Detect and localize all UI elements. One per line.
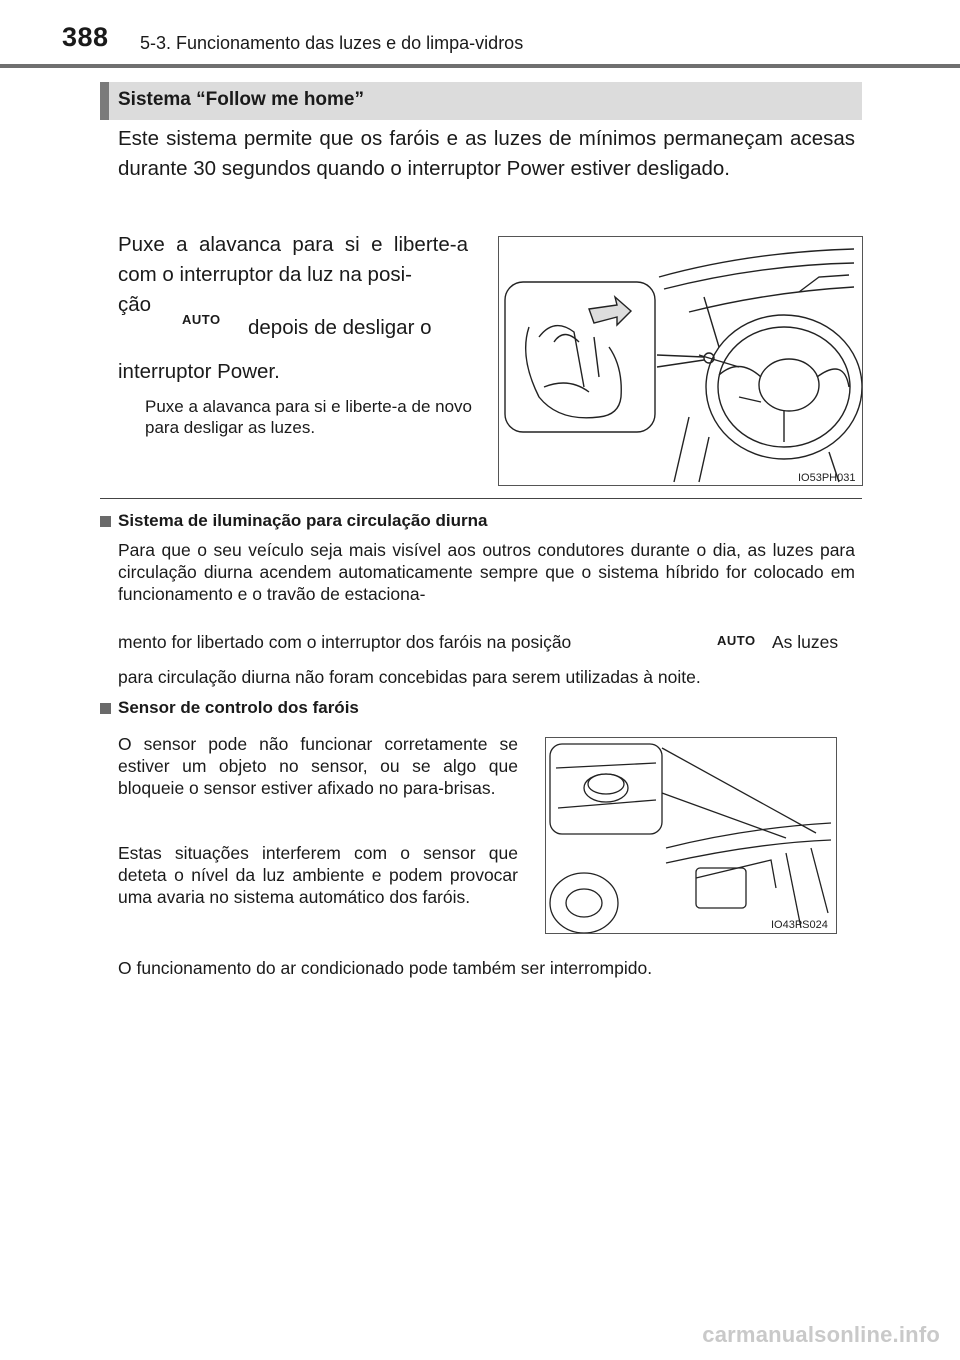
step-note: Puxe a alavanca para si e liberte-a de novo para desligar as luzes. <box>145 397 472 437</box>
drl-paragraph-b-tail: As luzes <box>772 632 839 652</box>
auto-symbol: AUTO <box>182 312 221 327</box>
figure-code: IO43PS024 <box>771 919 828 931</box>
intro-paragraph: Este sistema permite que os faróis e as luzes de mínimos permaneçam acesas durante 30 segundos quando o interruptor Power estiver desligado. <box>118 127 855 180</box>
header-section-title: 5-3. Funcionamento das luzes e do limpa-vidros <box>140 33 524 53</box>
bullet-square-icon <box>100 703 111 714</box>
step-text-line2a: ção <box>118 293 152 316</box>
lever-illustration-drawing <box>499 237 862 485</box>
section-divider <box>100 498 862 499</box>
figure-code: IO53PH031 <box>798 472 856 484</box>
watermark: carmanualsonline.info <box>702 1322 940 1347</box>
step-text-line2b: depois de desligar o <box>248 316 432 339</box>
section-heading-accent <box>100 82 109 120</box>
step-text-line1: Puxe a alavanca para si e liberte-a com o interruptor da luz na posi- <box>118 233 468 286</box>
sensor-paragraph-1: O sensor pode não funcionar corretamente se estiver um objeto no sensor, ou se algo que bloqueie o sensor estiver afixado no para-brisas. <box>118 734 518 798</box>
ac-note: O funcionamento do ar condicionado pode também ser interrompido. <box>118 958 653 978</box>
sensor-illustration-drawing <box>546 738 836 933</box>
sensor-heading: Sensor de controlo dos faróis <box>118 698 359 717</box>
section-heading: Sistema “Follow me home” <box>118 89 364 110</box>
step-text-line3: interruptor Power. <box>118 360 280 383</box>
drl-paragraph-a: Para que o seu veículo seja mais visível aos outros condutores durante o dia, as luzes para circulação diurna acendem automaticamente sempre que o sistema híbrido for colocado em funcionamento e o travão de estaciona- <box>118 540 855 604</box>
drl-paragraph-c: para circulação diurna não foram concebidas para serem utilizadas à noite. <box>118 667 701 687</box>
page-number: 388 <box>62 22 109 52</box>
lever-illustration <box>498 236 863 486</box>
sensor-illustration <box>545 737 837 934</box>
bullet-square-icon <box>100 516 111 527</box>
auto-symbol: AUTO <box>717 633 756 648</box>
sensor-paragraph-2: Estas situações interferem com o sensor que deteta o nível da luz ambiente e podem provocar uma avaria no sistema automático dos faróis. <box>118 843 518 907</box>
header-divider <box>0 64 960 68</box>
drl-paragraph-b: mento for libertado com o interruptor dos faróis na posição <box>118 632 572 652</box>
drl-heading: Sistema de iluminação para circulação diurna <box>118 511 488 530</box>
